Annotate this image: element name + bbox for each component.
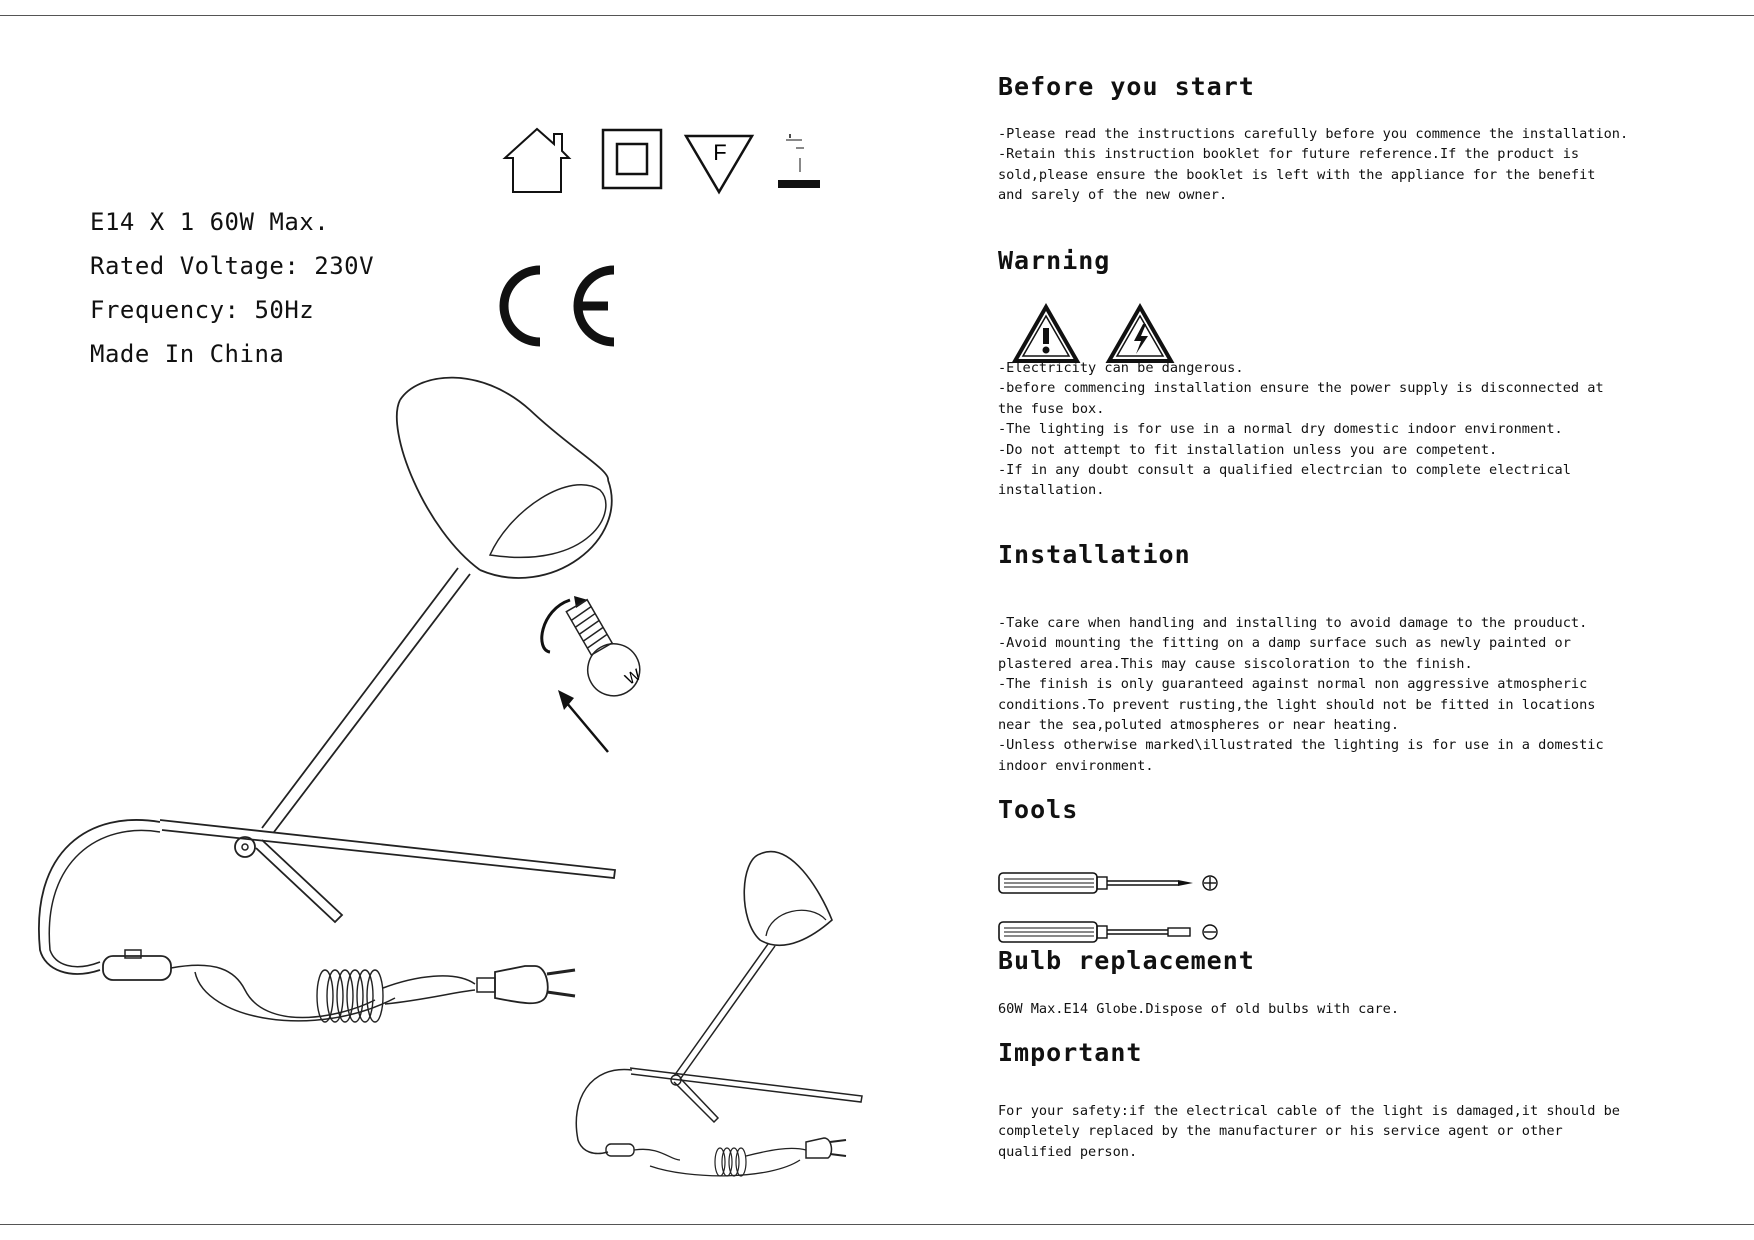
spec-bulb: E14 X 1 60W Max. [90,208,330,236]
spec-origin: Made In China [90,340,285,368]
warning-text: -Electricity can be dangerous. -before commencing installation ensure the power supply is disconnected at the fuse box. -The lighting is for use in a normal dry domestic indoor environment. -Do not attempt to fit installation unless you are competent. -If in any doubt consult a qualified electrcian to complete electrical installation. [998,360,1604,499]
before-you-start-text: -Please read the instructions carefully before you commence the installation. -Retain this instruction booklet for future reference.If the product is sold,please ensure the booklet is left with the appliance for the benefit and sarely of the new owner. [998,126,1629,204]
installation-text: -Take care when handling and installing to avoid damage to the prouduct. -Avoid mounting the fitting on a damp surface such as newly painted or plastered area.This may cause siscoloration to the finish. -The finish is only guaranteed against normal non aggressive atmospheric conditions.To prevent rusting,the light should not be fitted in locations near the sea,poluted atmospheres or near heating. -Unless otherwise marked\illustrated the lighting is for use in a domestic indoor environment. [998,615,1604,774]
electric-hazard-icon [1106,304,1174,364]
phillips-screwdriver-icon [998,868,1228,898]
bulb-wattage-mark: W [622,666,645,689]
before-you-start-heading: Before you start [998,72,1255,101]
double-insulation-icon [601,128,665,192]
bottom-rule [0,1224,1754,1225]
important-text: For your safety:if the electrical cable of the light is damaged,it should be completely replaced by the manufacturer or his service agent or other qualified person. [998,1103,1620,1160]
bulb-replacement-heading: Bulb replacement [998,946,1255,975]
warning-icon [1012,304,1080,364]
spec-voltage: Rated Voltage: 230V [90,252,375,280]
ce-mark-icon [500,262,620,350]
installation-heading: Installation [998,540,1191,569]
tools-heading: Tools [998,795,1079,824]
important-heading: Important [998,1038,1143,1067]
warning-heading: Warning [998,246,1111,275]
f-mark-icon [683,130,755,196]
bulb-replacement-text: 60W Max.E14 Globe.Dispose of old bulbs with care. [998,1001,1400,1017]
flat-screwdriver-icon [998,917,1228,947]
distance-icon [776,128,822,194]
specifications [90,200,374,376]
ce-mark-label: CE [500,262,502,263]
cable-plug-illustration [95,940,595,1050]
bulb-insertion-illustration [530,590,670,760]
house-icon [502,126,572,194]
top-rule [0,15,1754,16]
lamp-small-illustration [570,840,870,1180]
spec-frequency: Frequency: 50Hz [90,296,315,324]
f-mark-letter: F [713,140,727,165]
